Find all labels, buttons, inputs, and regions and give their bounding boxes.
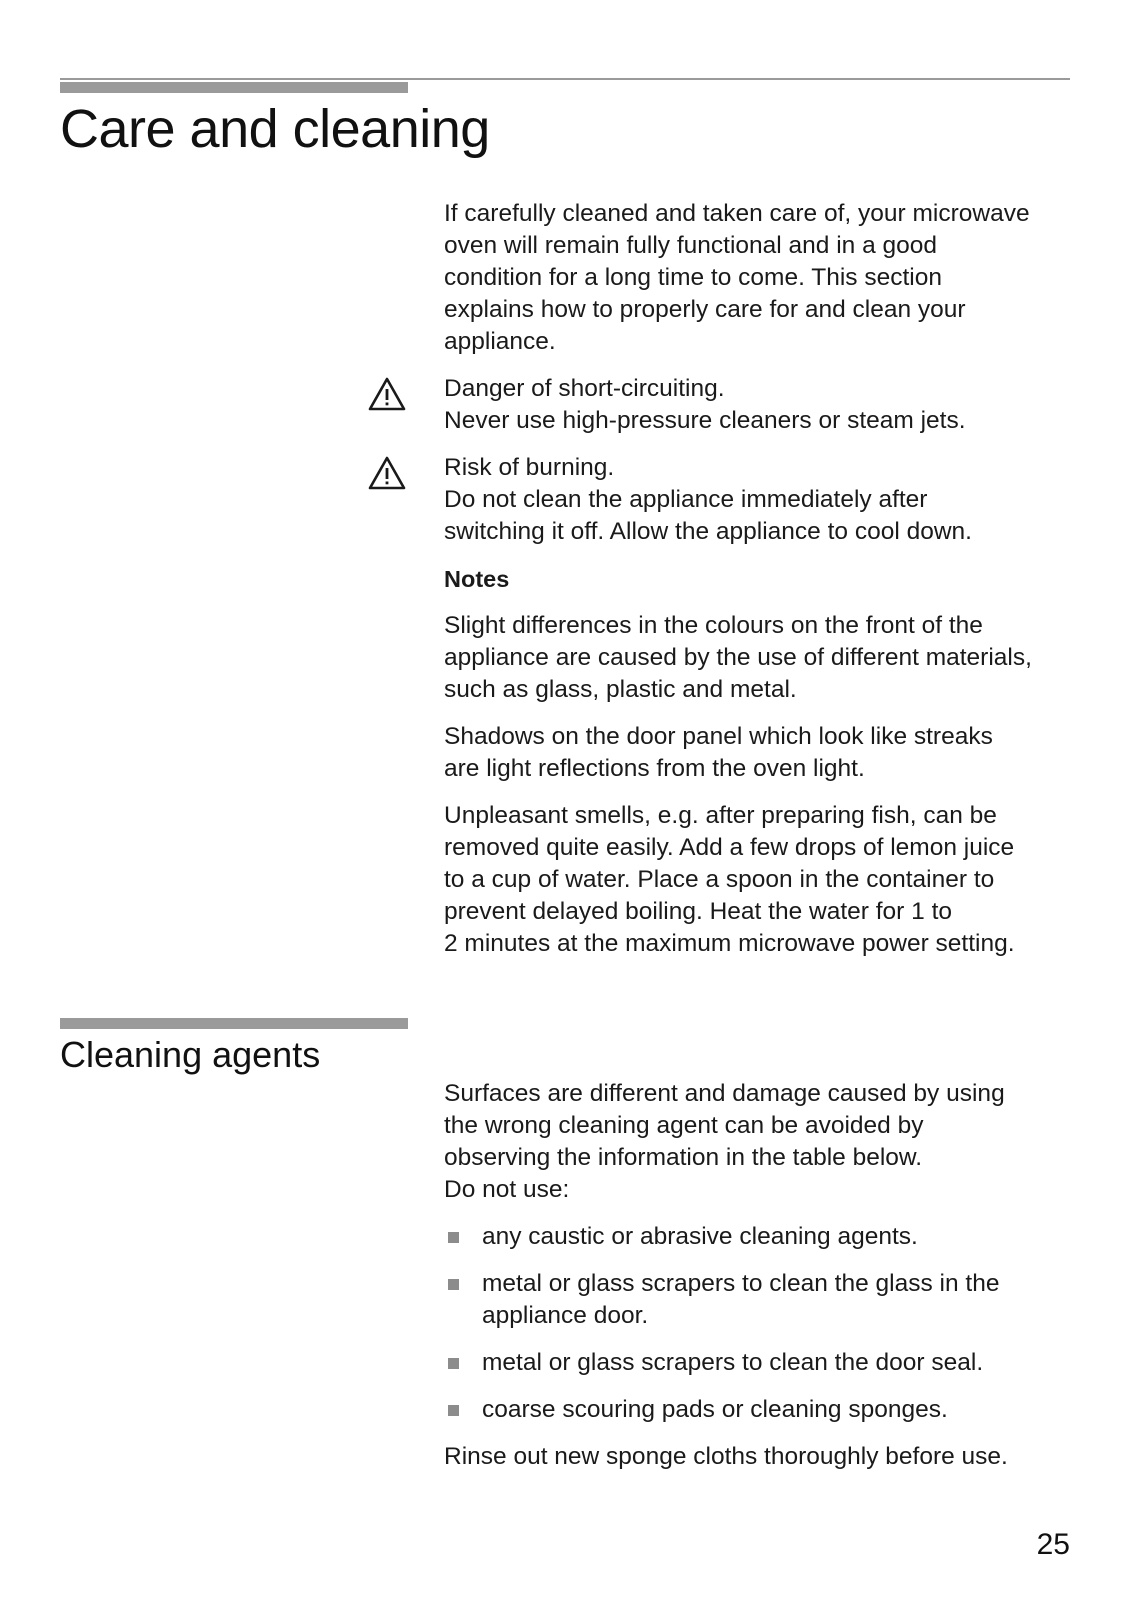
warning-triangle-icon [368,456,406,490]
notes-heading: Notes [444,566,510,592]
square-bullet-icon [448,1405,459,1416]
cleaning-agents-intro: Surfaces are different and damage caused by using the wrong cleaning agent can be avoided by observing the information in the table below. Do not use: [444,1080,1005,1203]
care-section [444,198,1074,975]
warning-title: Risk of burning. [444,454,615,481]
note-smells: Unpleasant smells, e.g. after preparing fish, can be removed quite easily. Add a few drops of lemon juice to a cup of water. Place a spoon in the container to prevent delayed boiling. Heat the water for 1 to 2 minutes at the maximum microwave power setting. [444,802,1015,957]
warning-triangle-icon [368,377,406,411]
section-heading-cleaning-agents: Cleaning agents [60,1034,321,1075]
cleaning-agents-section [444,1078,1074,1488]
page-number: 25 [1036,1528,1070,1561]
note-shadows: Shadows on the door panel which look like streaks are light reflections from the oven light. [444,723,993,782]
page-title: Care and cleaning [60,99,490,159]
warning-text: Do not clean the appliance immediately after switching it off. Allow the appliance to cool down. [444,486,972,545]
square-bullet-icon [448,1279,459,1290]
square-bullet-icon [448,1358,459,1369]
warning-burning [444,452,1074,548]
list-item: any caustic or abrasive cleaning agents. [444,1221,1074,1253]
square-bullet-icon [448,1232,459,1243]
list-item: metal or glass scrapers to clean the glass in the appliance door. [444,1268,1074,1332]
list-item: coarse scouring pads or cleaning sponges. [444,1394,1074,1426]
closing-paragraph: Rinse out new sponge cloths thoroughly before use. [444,1443,1008,1470]
warning-short-circuit [444,373,1074,437]
warning-text: Never use high-pressure cleaners or steam jets. [444,407,966,434]
intro-paragraph: If carefully cleaned and taken care of, your microwave oven will remain fully functional and in a good condition for a long time to come. This section explains how to properly care for and clean your appliance. [444,200,1030,355]
note-colours: Slight differences in the colours on the front of the appliance are caused by the use of different materials, such as glass, plastic and metal. [444,612,1032,703]
section-rule-cleaning-agents [60,1018,408,1029]
do-not-use-list [444,1221,1074,1426]
list-item: metal or glass scrapers to clean the door seal. [444,1347,1074,1379]
header-rule [60,78,1070,80]
warning-title: Danger of short-circuiting. [444,375,725,402]
section-rule-care [60,82,408,93]
